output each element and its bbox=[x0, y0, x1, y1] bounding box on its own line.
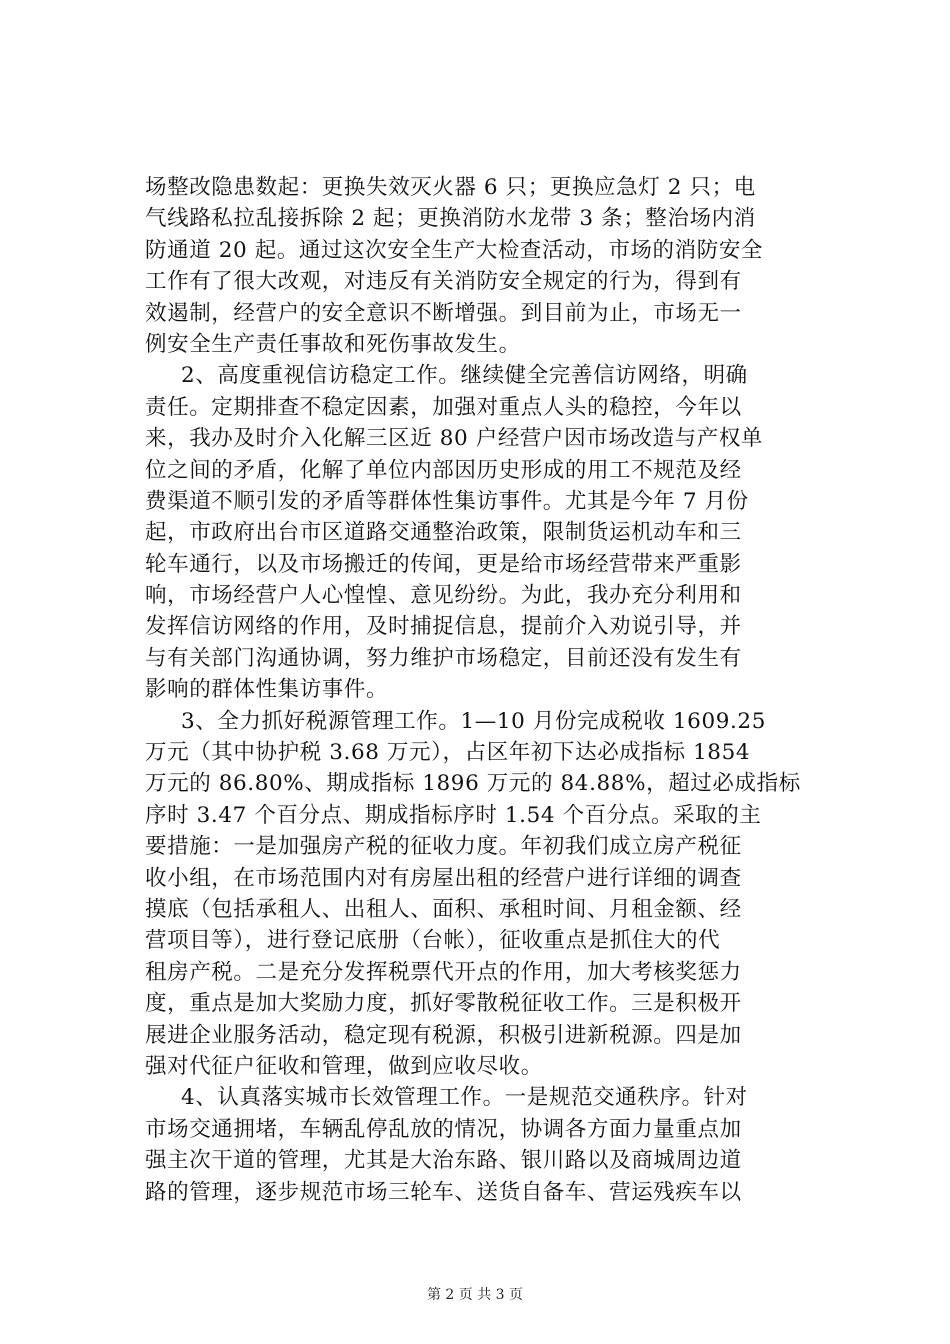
text-line: 费渠道不顺引发的矛盾等群体性集访事件。尤其是今年 7 月份 bbox=[145, 488, 749, 514]
text-line: 4、认真落实城市长效管理工作。一是规范交通秩序。针对 bbox=[181, 1085, 748, 1111]
text-line: 强对代征户征收和管理，做到应收尽收。 bbox=[145, 1053, 543, 1079]
text-line: 责任。定期排查不稳定因素，加强对重点人头的稳控，今年以 bbox=[145, 394, 742, 420]
text-line: 摸底（包括承租人、出租人、面积、承租时间、月租金额、经 bbox=[145, 896, 742, 922]
text-line: 租房产税。二是充分发挥税票代开点的作用，加大考核奖惩力 bbox=[145, 959, 742, 985]
text-line: 防通道 20 起。通过这次安全生产大检查活动，市场的消防安全 bbox=[145, 237, 764, 263]
text-line: 效遏制，经营户的安全意识不断增强。到目前为止，市场无一 bbox=[145, 300, 742, 326]
text-line: 轮车通行，以及市场搬迁的传闻，更是给市场经营带来严重影 bbox=[145, 551, 742, 577]
text-line: 3、全力抓好税源管理工作。1—10 月份完成税收 1609.25 bbox=[181, 708, 766, 734]
text-line: 路的管理，逐步规范市场三轮车、送货自备车、营运残疾车以 bbox=[145, 1179, 742, 1205]
text-line: 市场交通拥堵，车辆乱停乱放的情况，协调各方面力量重点加 bbox=[145, 1116, 742, 1142]
text-line: 响，市场经营户人心惶惶、意见纷纷。为此，我办充分利用和 bbox=[145, 583, 742, 609]
text-line: 发挥信访网络的作用，及时捕捉信息，提前介入劝说引导，并 bbox=[145, 614, 742, 640]
text-line: 序时 3.47 个百分点、期成指标序时 1.54 个百分点。采取的主 bbox=[145, 802, 762, 828]
page-number-label: 第 2 页 共 3 页 bbox=[426, 1287, 524, 1303]
text-line: 要措施：一是加强房产税的征收力度。年初我们成立房产税征 bbox=[145, 834, 742, 860]
text-line: 例安全生产责任事故和死伤事故发生。 bbox=[145, 331, 521, 357]
text-line: 来，我办及时介入化解三区近 80 户经营户因市场改造与产权单 bbox=[145, 426, 764, 452]
text-line: 强主次干道的管理，尤其是大治东路、银川路以及商城周边道 bbox=[145, 1148, 742, 1174]
text-line: 影响的群体性集访事件。 bbox=[145, 677, 389, 703]
text-line: 起，市政府出台市区道路交通整治政策，限制货运机动车和三 bbox=[145, 520, 742, 546]
text-line: 与有关部门沟通协调，努力维护市场稳定，目前还没有发生有 bbox=[145, 645, 742, 671]
text-line: 营项目等），进行登记底册（台帐），征收重点是抓住大的代 bbox=[145, 928, 721, 954]
text-line: 工作有了很大改观，对违反有关消防安全规定的行为，得到有 bbox=[145, 269, 742, 295]
text-line: 气线路私拉乱接拆除 2 起；更换消防水龙带 3 条；整治场内消 bbox=[145, 206, 756, 232]
text-line: 场整改隐患数起：更换失效灭火器 6 只；更换应急灯 2 只；电 bbox=[145, 175, 756, 200]
page-footer bbox=[0, 1284, 950, 1304]
text-line: 度，重点是加大奖励力度，抓好零散税征收工作。三是积极开 bbox=[145, 991, 742, 1017]
text-line: 万元（其中协护税 3.68 万元），占区年初下达必成指标 1854 bbox=[145, 740, 751, 766]
document-body bbox=[145, 172, 835, 1208]
text-line: 收小组，在市场范围内对有房屋出租的经营户进行详细的调查 bbox=[145, 865, 742, 891]
text-line: 万元的 86.80%、期成指标 1896 万元的 84.88%，超过必成指标 bbox=[145, 771, 801, 797]
text-line: 展进企业服务活动，稳定现有税源，积极引进新税源。四是加 bbox=[145, 1022, 742, 1048]
text-line: 2、高度重视信访稳定工作。继续健全完善信访网络，明确 bbox=[181, 363, 748, 389]
text-line: 位之间的矛盾，化解了单位内部因历史形成的用工不规范及经 bbox=[145, 457, 742, 483]
